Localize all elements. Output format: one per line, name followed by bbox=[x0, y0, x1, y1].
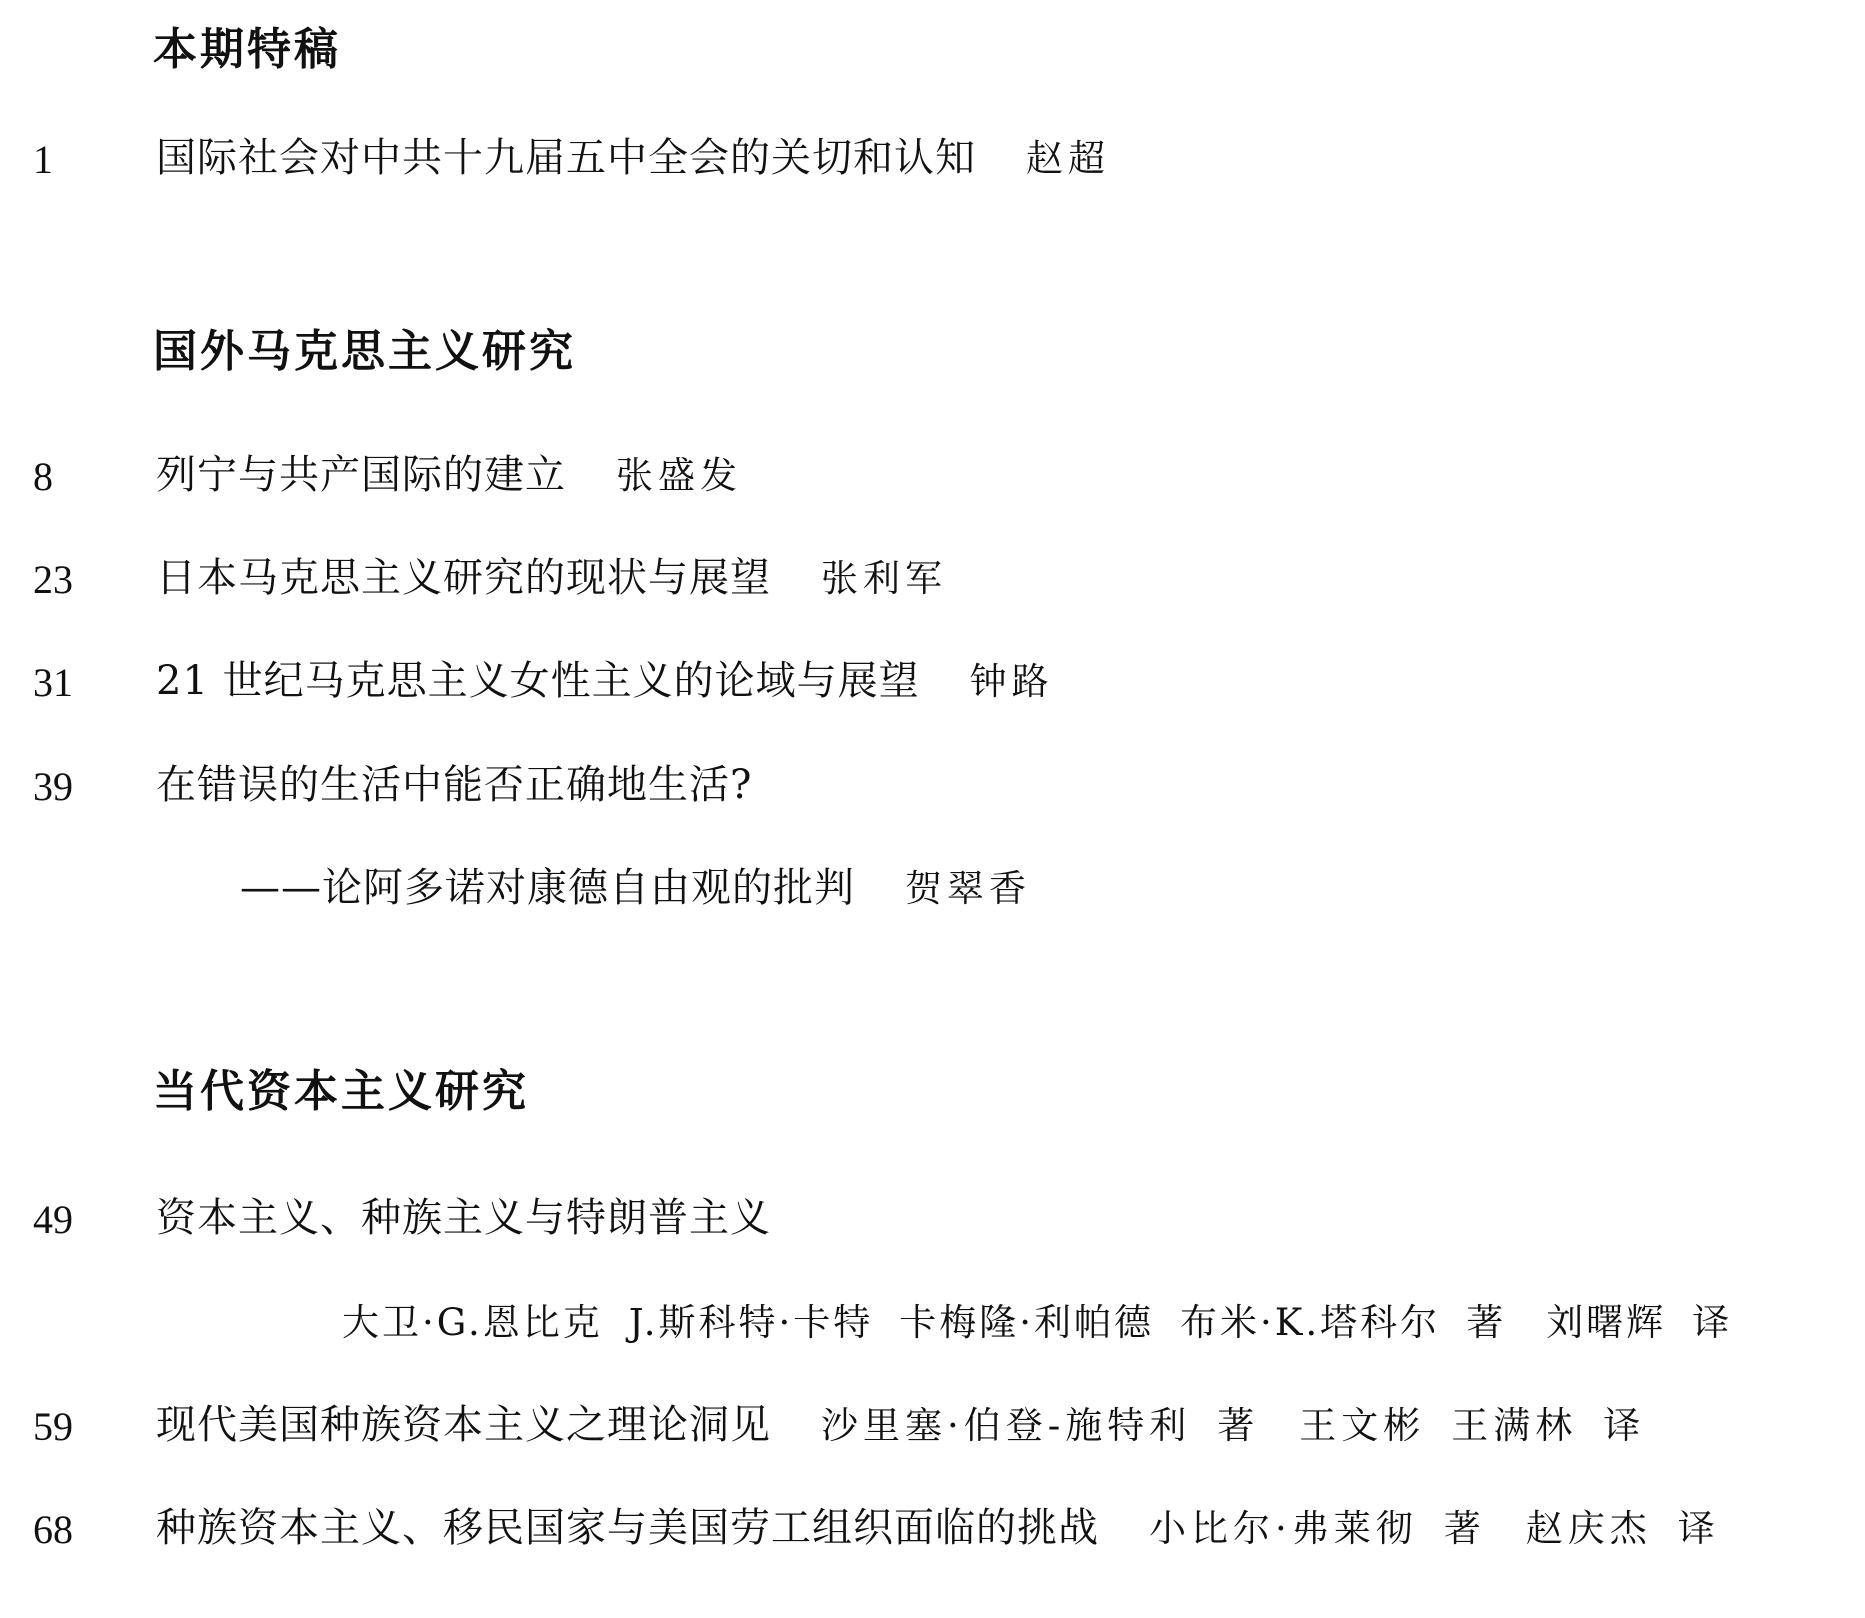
article-author: 张利军 bbox=[821, 557, 947, 600]
toc-entry-subtitle[interactable] bbox=[240, 865, 1031, 911]
article-author: 赵超 bbox=[1026, 137, 1110, 180]
author-name: 卡梅隆·利帕德 bbox=[899, 1301, 1155, 1344]
article-subtitle: ——论阿多诺对康德自由观的批判 bbox=[240, 865, 855, 911]
translator-name: 王满林 bbox=[1451, 1404, 1578, 1447]
page-number: 8 bbox=[33, 454, 53, 499]
toc-entry[interactable] bbox=[156, 452, 742, 498]
toc-entry[interactable] bbox=[156, 135, 1110, 181]
page-number: 31 bbox=[33, 660, 73, 705]
toc-entry-credits bbox=[342, 1301, 1733, 1344]
section-heading-foreign-marxism: 国外马克思主义研究 bbox=[153, 326, 576, 377]
toc-entry[interactable] bbox=[156, 658, 1054, 704]
article-author: 沙里塞·伯登-施特利 bbox=[821, 1404, 1192, 1447]
author-name: 布米·K.塔科尔 bbox=[1180, 1301, 1441, 1344]
section-heading-contemporary-capitalism: 当代资本主义研究 bbox=[153, 1066, 529, 1117]
article-title: 资本主义、种族主义与特朗普主义 bbox=[156, 1195, 771, 1241]
author-role: 著 bbox=[1466, 1301, 1507, 1344]
page-number: 1 bbox=[33, 137, 53, 182]
article-title: 种族资本主义、移民国家与美国劳工组织面临的挑战 bbox=[156, 1505, 1099, 1551]
article-author: 小比尔·弗莱彻 bbox=[1149, 1507, 1418, 1550]
article-title: 21 世纪马克思主义女性主义的论域与展望 bbox=[156, 658, 920, 704]
page-number: 23 bbox=[33, 557, 73, 602]
author-role: 著 bbox=[1217, 1404, 1260, 1447]
article-title: 日本马克思主义研究的现状与展望 bbox=[156, 555, 771, 601]
toc-entry[interactable] bbox=[156, 1195, 771, 1241]
author-role: 著 bbox=[1443, 1507, 1486, 1550]
toc-entry[interactable] bbox=[156, 762, 753, 808]
article-title: 在错误的生活中能否正确地生活? bbox=[156, 762, 753, 808]
author-name: J.斯科特·卡特 bbox=[628, 1301, 874, 1344]
section-heading-special: 本期特稿 bbox=[153, 24, 341, 75]
translator-role: 译 bbox=[1677, 1507, 1720, 1550]
page-number: 59 bbox=[33, 1404, 73, 1449]
toc-entry[interactable] bbox=[156, 1402, 1646, 1448]
article-author: 张盛发 bbox=[616, 454, 742, 497]
translator-name: 王文彬 bbox=[1299, 1404, 1426, 1447]
page-number: 49 bbox=[33, 1197, 73, 1242]
article-title: 列宁与共产国际的建立 bbox=[156, 452, 566, 498]
translator-name: 刘曙辉 bbox=[1546, 1301, 1667, 1344]
article-author: 贺翠香 bbox=[905, 867, 1031, 910]
article-author: 钟路 bbox=[969, 660, 1054, 703]
toc-entry[interactable] bbox=[156, 555, 947, 601]
article-title: 现代美国种族资本主义之理论洞见 bbox=[156, 1402, 771, 1448]
translator-role: 译 bbox=[1603, 1404, 1646, 1447]
toc-entry[interactable] bbox=[156, 1505, 1720, 1551]
page-number: 68 bbox=[33, 1507, 73, 1552]
article-title: 国际社会对中共十九届五中全会的关切和认知 bbox=[156, 135, 976, 181]
page-number: 39 bbox=[33, 764, 73, 809]
translator-role: 译 bbox=[1692, 1301, 1733, 1344]
translator-name: 赵庆杰 bbox=[1525, 1507, 1652, 1550]
author-name: 大卫·G.恩比克 bbox=[342, 1301, 603, 1344]
